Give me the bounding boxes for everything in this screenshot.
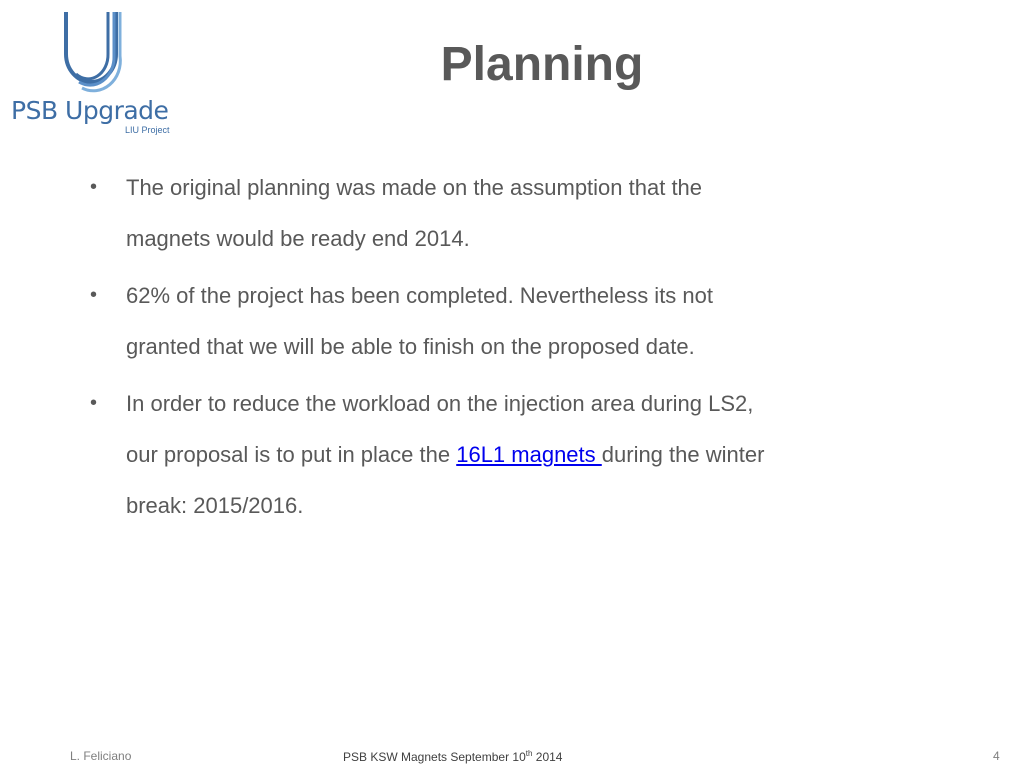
- bullet-line: granted that we will be able to finish on the proposed date.: [126, 334, 695, 359]
- bullet-line: break: 2015/2016.: [126, 493, 304, 518]
- bullet-marker: •: [90, 284, 98, 306]
- bullet-text: [126, 270, 910, 372]
- bullet-marker: •: [90, 392, 98, 414]
- bullet-text: [126, 378, 910, 531]
- footer-event: [343, 749, 562, 764]
- footer-event-superscript: th: [525, 749, 533, 758]
- bullet-line-with-link: [126, 429, 910, 480]
- bullet-line: In order to reduce the workload on the injection area during LS2,: [126, 391, 754, 416]
- psb-upgrade-logo: [8, 8, 183, 140]
- footer-event-text: PSB KSW Magnets September 10: [343, 750, 526, 764]
- bullet-line: The original planning was made on the assumption that the: [126, 175, 703, 200]
- bullet-line: 62% of the project has been completed. Nevertheless its not: [126, 283, 714, 308]
- logo-title: PSB Upgrade: [11, 96, 169, 125]
- 16l1-magnets-link[interactable]: 16L1 magnets: [456, 442, 602, 467]
- bullet-item: [90, 162, 910, 264]
- bullet-marker: •: [90, 176, 98, 198]
- footer-event-year: 2014: [532, 750, 563, 764]
- bullet-text: [126, 162, 910, 264]
- logo-subtitle: LIU Project: [125, 125, 170, 135]
- bullet-list: [90, 162, 910, 537]
- bullet-item: [90, 270, 910, 372]
- bullet-line: magnets would be ready end 2014.: [126, 226, 470, 251]
- slide-title: Planning: [440, 38, 644, 91]
- footer-author: L. Feliciano: [70, 749, 132, 763]
- bullet-text-segment: during the winter: [601, 442, 765, 467]
- psb-u-logo-icon: [62, 10, 128, 94]
- page-number: 4: [993, 749, 1000, 763]
- bullet-item: [90, 378, 910, 531]
- bullet-text-segment: our proposal is to put in place the: [126, 442, 457, 467]
